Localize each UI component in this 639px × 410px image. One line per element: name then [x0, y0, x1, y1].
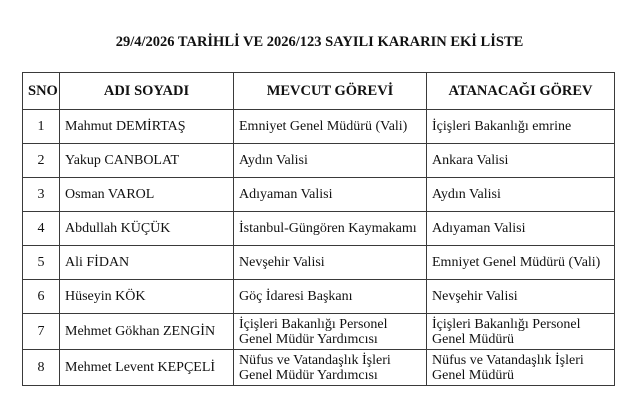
table-row — [23, 110, 615, 144]
cell-line: Genel Müdürü — [432, 331, 515, 347]
table-row — [23, 314, 615, 350]
cell-name: Mehmet Gökhan ZENGİN — [60, 314, 234, 350]
header-current-position: MEVCUT GÖREVİ — [234, 73, 427, 110]
header-sno: SNO — [23, 73, 60, 110]
cell-name: Yakup CANBOLAT — [60, 144, 234, 178]
table-row — [23, 212, 615, 246]
cell-assigned-position: Adıyaman Valisi — [427, 212, 615, 246]
cell-sno: 6 — [23, 280, 60, 314]
cell-sno: 7 — [23, 314, 60, 350]
table-row — [23, 246, 615, 280]
cell-current-position: Aydın Valisi — [234, 144, 427, 178]
cell-assigned-position: Emniyet Genel Müdürü (Vali) — [427, 246, 615, 280]
cell-line: Genel Müdür Yardımcısı — [239, 367, 378, 383]
cell-assigned-position: Aydın Valisi — [427, 178, 615, 212]
cell-sno: 8 — [23, 350, 60, 386]
cell-name: Mehmet Levent KEPÇELİ — [60, 350, 234, 386]
cell-name: Osman VAROL — [60, 178, 234, 212]
cell-sno: 4 — [23, 212, 60, 246]
cell-current-position: Göç İdaresi Başkanı — [234, 280, 427, 314]
table-row — [23, 350, 615, 386]
cell-name: Ali FİDAN — [60, 246, 234, 280]
cell-line: Genel Müdürü — [432, 367, 515, 383]
cell-name: Hüseyin KÖK — [60, 280, 234, 314]
assignment-table — [22, 72, 615, 386]
cell-line: Nüfus ve Vatandaşlık İşleri — [239, 352, 391, 368]
header-name: ADI SOYADI — [60, 73, 234, 110]
table-header-row — [23, 73, 615, 110]
cell-name: Mahmut DEMİRTAŞ — [60, 110, 234, 144]
table-row — [23, 280, 615, 314]
cell-assigned-position: Nevşehir Valisi — [427, 280, 615, 314]
cell-current-position: Adıyaman Valisi — [234, 178, 427, 212]
table-row — [23, 178, 615, 212]
cell-sno: 1 — [23, 110, 60, 144]
cell-name: Abdullah KÜÇÜK — [60, 212, 234, 246]
cell-current-position — [234, 350, 427, 386]
table-row — [23, 144, 615, 178]
cell-line: İçişleri Bakanlığı Personel — [432, 316, 581, 332]
cell-assigned-position: Ankara Valisi — [427, 144, 615, 178]
document-title: 29/4/2026 TARİHLİ VE 2026/123 SAYILI KARARIN EKİ LİSTE — [115, 34, 524, 50]
header-assigned-position: ATANACAĞI GÖREV — [427, 73, 615, 110]
cell-current-position: Emniyet Genel Müdürü (Vali) — [234, 110, 427, 144]
cell-assigned-position — [427, 350, 615, 386]
cell-sno: 2 — [23, 144, 60, 178]
cell-line: Genel Müdür Yardımcısı — [239, 331, 378, 347]
cell-line: Nüfus ve Vatandaşlık İşleri — [432, 352, 584, 368]
cell-current-position: İstanbul-Güngören Kaymakamı — [234, 212, 427, 246]
cell-current-position — [234, 314, 427, 350]
cell-current-position: Nevşehir Valisi — [234, 246, 427, 280]
cell-sno: 5 — [23, 246, 60, 280]
cell-sno: 3 — [23, 178, 60, 212]
cell-line: İçişleri Bakanlığı Personel — [239, 316, 388, 332]
cell-assigned-position — [427, 314, 615, 350]
cell-assigned-position: İçişleri Bakanlığı emrine — [427, 110, 615, 144]
